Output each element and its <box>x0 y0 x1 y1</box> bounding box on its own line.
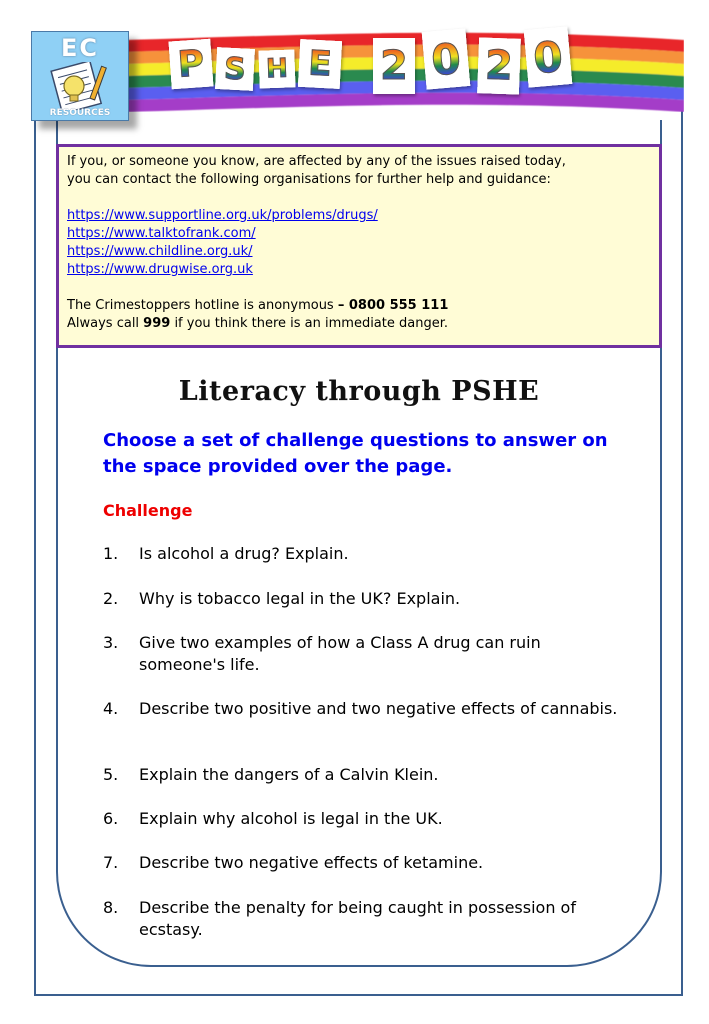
question-text: Is alcohol a drug? Explain. <box>139 544 349 563</box>
link-drugwise[interactable]: https://www.drugwise.org.uk <box>67 262 253 277</box>
question-number: 6. <box>103 809 119 828</box>
banner-tile-0a: 0 <box>422 28 471 90</box>
question-number: 1. <box>103 544 119 563</box>
banner-tile-s: S <box>215 47 255 91</box>
page-title: Literacy through PSHE <box>178 376 540 407</box>
banner-tile-2b: 2 <box>477 37 521 94</box>
banner-tile-2a: 2 <box>373 38 415 94</box>
info-intro-line2: you can contact the following organisations for further help and guidance: <box>67 172 551 187</box>
question-text: Describe the penalty for being caught in possession of ecstasy. <box>139 898 576 939</box>
help-info-box <box>56 144 662 348</box>
question-number: 4. <box>103 699 119 718</box>
emergency-number: 999 <box>143 316 171 331</box>
challenge-heading: Challenge <box>103 501 193 520</box>
question-text: Describe two positive and two negative effects of cannabis. <box>139 699 618 718</box>
question-item <box>103 852 623 874</box>
logo-ec-text: EC <box>60 34 99 62</box>
question-item <box>103 698 623 720</box>
link-supportline[interactable]: https://www.supportline.org.uk/problems/drugs/ <box>67 208 378 223</box>
lightbulb-notepad-icon <box>50 62 112 110</box>
question-text: Explain why alcohol is legal in the UK. <box>139 809 443 828</box>
question-item <box>103 897 623 941</box>
question-number: 2. <box>103 589 119 608</box>
logo-resources-text: RESOURCES <box>49 108 111 118</box>
ec-resources-logo <box>31 31 129 121</box>
question-number: 8. <box>103 898 119 917</box>
crimestoppers-line: The Crimestoppers hotline is anonymous – 0800 555 111 <box>67 298 449 313</box>
crimestoppers-number: – 0800 555 111 <box>337 298 449 313</box>
question-text: Why is tobacco legal in the UK? Explain. <box>139 589 461 608</box>
question-item <box>103 764 623 786</box>
question-text: Describe two negative effects of ketamine. <box>139 853 484 872</box>
question-item <box>103 588 623 610</box>
link-talktofrank[interactable]: https://www.talktofrank.com/ <box>67 226 256 241</box>
question-number: 3. <box>103 633 119 652</box>
banner-tile-0b: 0 <box>524 26 573 88</box>
question-number: 7. <box>103 853 119 872</box>
banner-tile-h: H <box>258 49 295 88</box>
emergency-line: Always call 999 if you think there is an immediate danger. <box>67 316 448 331</box>
banner-tile-p: P <box>168 39 213 90</box>
instruction-text: Choose a set of challenge questions to answer on the space provided over the page. <box>103 430 608 477</box>
question-item <box>103 808 623 830</box>
question-text: Give two examples of how a Class A drug can ruin someone's life. <box>139 633 541 674</box>
link-childline[interactable]: https://www.childline.org.uk/ <box>67 244 253 259</box>
question-item <box>103 543 623 565</box>
banner-tile-e: E <box>298 39 342 89</box>
info-intro-line1: If you, or someone you know, are affected by any of the issues raised today, <box>67 154 566 169</box>
question-text: Explain the dangers of a Calvin Klein. <box>139 765 439 784</box>
question-number: 5. <box>103 765 119 784</box>
question-item <box>103 632 623 676</box>
